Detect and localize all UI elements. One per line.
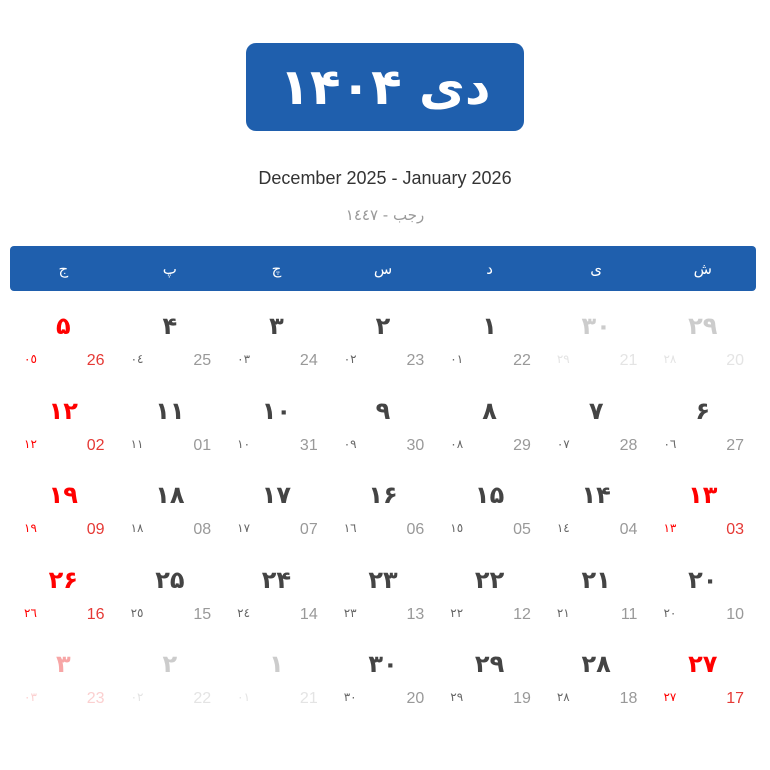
jalali-day: ۱۰ bbox=[261, 396, 292, 425]
day-cell[interactable] bbox=[223, 554, 330, 639]
gregorian-day: 27 bbox=[726, 436, 744, 454]
hijri-day: ٠٢ bbox=[343, 352, 357, 366]
day-cell[interactable] bbox=[649, 385, 756, 470]
gregorian-day: 04 bbox=[619, 521, 638, 538]
jalali-day: ۲۴ bbox=[261, 565, 292, 594]
jalali-day: ۱۹ bbox=[48, 481, 78, 509]
jalali-day: ۳۰ bbox=[368, 650, 398, 678]
day-cell[interactable] bbox=[223, 385, 330, 470]
gregorian-range: December 2025 - January 2026 bbox=[258, 168, 512, 188]
hijri-day: ٢٧ bbox=[663, 690, 677, 704]
jalali-day: ۱۲ bbox=[48, 396, 78, 425]
day-cell[interactable] bbox=[10, 385, 117, 470]
gregorian-day: 23 bbox=[86, 690, 105, 707]
weekday-label: د bbox=[486, 259, 493, 278]
gregorian-day: 08 bbox=[193, 521, 212, 538]
calendar-grid bbox=[10, 300, 756, 723]
day-cell[interactable] bbox=[117, 385, 224, 470]
day-cell[interactable] bbox=[436, 469, 543, 554]
hijri-day: ٢٨ bbox=[556, 690, 570, 704]
gregorian-day: 06 bbox=[406, 521, 425, 538]
jalali-day: ۳ bbox=[55, 650, 71, 678]
day-cell[interactable] bbox=[10, 300, 117, 385]
day-cell[interactable] bbox=[649, 638, 756, 723]
jalali-day: ۵ bbox=[55, 312, 71, 340]
jalali-day: ۲۷ bbox=[688, 650, 718, 678]
gregorian-day: 11 bbox=[620, 605, 638, 623]
hijri-day: ٠٣ bbox=[237, 352, 251, 366]
hijri-day: ١٦ bbox=[343, 521, 357, 535]
day-cell[interactable] bbox=[10, 469, 117, 554]
jalali-day: ۳ bbox=[269, 312, 284, 340]
day-cell[interactable] bbox=[436, 300, 543, 385]
gregorian-day: 09 bbox=[86, 521, 105, 538]
day-cell[interactable] bbox=[117, 638, 224, 723]
jalali-day: ۱۶ bbox=[368, 481, 398, 509]
gregorian-day: 25 bbox=[193, 352, 212, 369]
hijri-day: ٢٠ bbox=[663, 605, 677, 620]
hijri-month: رجب - ١٤٤٧ bbox=[345, 206, 425, 224]
hijri-day: ١٥ bbox=[450, 521, 464, 535]
gregorian-day: 17 bbox=[726, 690, 744, 707]
hijri-day: ٠٤ bbox=[130, 352, 144, 366]
hijri-day: ٢٩ bbox=[556, 352, 570, 366]
hijri-day: ٣٠ bbox=[343, 690, 357, 704]
gregorian-day: 18 bbox=[619, 690, 638, 707]
gregorian-day: 16 bbox=[86, 605, 105, 623]
hijri-day: ١٤ bbox=[556, 521, 570, 535]
gregorian-day: 21 bbox=[619, 352, 638, 369]
jalali-day: ۱۷ bbox=[261, 481, 292, 509]
day-cell[interactable] bbox=[223, 469, 330, 554]
day-cell[interactable] bbox=[436, 554, 543, 639]
jalali-day: ۲۹ bbox=[474, 650, 505, 678]
gregorian-day: 29 bbox=[513, 436, 531, 454]
gregorian-day: 30 bbox=[406, 436, 425, 454]
day-cell[interactable] bbox=[330, 554, 437, 639]
jalali-day: ۱۴ bbox=[581, 481, 611, 509]
day-cell[interactable] bbox=[543, 554, 650, 639]
hijri-day: ١٣ bbox=[663, 521, 677, 535]
hijri-day: ٠١ bbox=[450, 352, 464, 366]
hijri-day: ٠١ bbox=[237, 690, 251, 704]
day-cell[interactable] bbox=[330, 300, 437, 385]
jalali-day: ۲۲ bbox=[474, 565, 505, 594]
gregorian-day: 05 bbox=[513, 521, 531, 538]
weekday-label: ج bbox=[58, 259, 69, 278]
hijri-day: ١٢ bbox=[24, 436, 37, 451]
gregorian-day: 31 bbox=[299, 436, 318, 454]
jalali-day: ۲۹ bbox=[688, 312, 718, 340]
gregorian-day: 15 bbox=[193, 605, 212, 623]
jalali-day: ۱ bbox=[482, 312, 497, 340]
jalali-day: ۶ bbox=[695, 396, 711, 425]
gregorian-day: 22 bbox=[193, 690, 212, 707]
gregorian-day: 02 bbox=[86, 436, 105, 454]
jalali-day: ۲۵ bbox=[155, 565, 185, 594]
hijri-day: ٠٦ bbox=[663, 436, 677, 451]
jalali-day: ۱۱ bbox=[155, 396, 185, 425]
jalali-day: ۳۰ bbox=[581, 312, 611, 340]
gregorian-day: 24 bbox=[299, 352, 318, 369]
hijri-day: ٢٣ bbox=[343, 605, 357, 620]
hijri-day: ٢٨ bbox=[663, 352, 677, 366]
gregorian-day: 20 bbox=[726, 352, 744, 369]
jalali-day: ۴ bbox=[162, 312, 178, 340]
hijri-day: ٢٩ bbox=[450, 690, 464, 704]
jalali-day: ۲۶ bbox=[48, 565, 78, 594]
gregorian-day: 03 bbox=[726, 521, 744, 538]
weekday-label: س bbox=[373, 259, 393, 278]
weekday-label: ش bbox=[693, 259, 712, 278]
hijri-day: ١٨ bbox=[130, 521, 144, 535]
day-cell[interactable] bbox=[543, 469, 650, 554]
day-cell[interactable] bbox=[330, 638, 437, 723]
day-cell[interactable] bbox=[117, 554, 224, 639]
gregorian-day: 21 bbox=[299, 690, 318, 707]
gregorian-day: 13 bbox=[406, 605, 425, 623]
hijri-day: ٠٨ bbox=[450, 436, 464, 451]
gregorian-day: 12 bbox=[513, 605, 531, 623]
jalali-day: ۹ bbox=[375, 396, 391, 425]
day-cell[interactable] bbox=[436, 638, 543, 723]
hijri-day: ١٧ bbox=[237, 521, 251, 535]
gregorian-day: 19 bbox=[513, 690, 531, 707]
weekday-label: ی bbox=[590, 259, 603, 278]
jalali-day: ۱ bbox=[269, 650, 284, 678]
jalali-day: ۲۱ bbox=[581, 565, 611, 594]
jalali-day: ۸ bbox=[482, 396, 497, 425]
gregorian-day: 10 bbox=[726, 605, 744, 623]
hijri-day: ٠٢ bbox=[130, 690, 144, 704]
day-cell[interactable] bbox=[649, 300, 756, 385]
jalali-day: ۲ bbox=[375, 312, 391, 340]
hijri-day: ٠٩ bbox=[343, 436, 357, 451]
hijri-day: ٢٦ bbox=[24, 605, 37, 620]
gregorian-day: 26 bbox=[86, 352, 105, 369]
day-cell[interactable] bbox=[543, 385, 650, 470]
gregorian-day: 22 bbox=[513, 352, 531, 369]
day-cell[interactable] bbox=[649, 554, 756, 639]
day-cell[interactable] bbox=[330, 469, 437, 554]
hijri-day: ٠٥ bbox=[24, 352, 37, 366]
jalali-day: ۱۸ bbox=[155, 481, 185, 509]
gregorian-day: 14 bbox=[299, 605, 318, 623]
jalali-day: ۲۰ bbox=[688, 565, 718, 594]
day-cell[interactable] bbox=[223, 300, 330, 385]
jalali-day: ۷ bbox=[588, 396, 604, 425]
weekday-label: چ bbox=[271, 259, 282, 278]
day-cell[interactable] bbox=[10, 638, 117, 723]
jalali-day: ۲۸ bbox=[581, 650, 611, 678]
day-cell[interactable] bbox=[436, 385, 543, 470]
gregorian-day: 01 bbox=[193, 436, 212, 454]
day-cell[interactable] bbox=[543, 300, 650, 385]
day-cell[interactable] bbox=[223, 638, 330, 723]
hijri-day: ٢٤ bbox=[237, 605, 251, 620]
hijri-day: ٠٧ bbox=[556, 436, 570, 451]
gregorian-day: 07 bbox=[299, 521, 318, 538]
gregorian-day: 23 bbox=[406, 352, 425, 369]
day-cell[interactable] bbox=[649, 469, 756, 554]
jalali-day: ۲ bbox=[162, 650, 178, 678]
hijri-day: ٢١ bbox=[556, 605, 570, 620]
day-cell[interactable] bbox=[117, 469, 224, 554]
weekday-header bbox=[10, 246, 756, 291]
jalali-day: ۱۵ bbox=[474, 481, 505, 509]
jalali-day: ۱۳ bbox=[688, 481, 718, 509]
hijri-day: ٢٥ bbox=[130, 605, 144, 620]
hijri-day: ٠٣ bbox=[24, 690, 37, 704]
hijri-day: ١١ bbox=[130, 436, 144, 451]
hijri-day: ١٠ bbox=[237, 436, 251, 451]
hijri-day: ٢٢ bbox=[450, 605, 464, 620]
weekday-label: پ bbox=[162, 259, 177, 278]
gregorian-day: 28 bbox=[619, 436, 638, 454]
jalali-day: ۲۳ bbox=[368, 565, 398, 594]
day-cell[interactable] bbox=[10, 554, 117, 639]
day-cell[interactable] bbox=[117, 300, 224, 385]
month-title: دی ۱۴۰۴ bbox=[246, 43, 524, 131]
day-cell[interactable] bbox=[330, 385, 437, 470]
day-cell[interactable] bbox=[543, 638, 650, 723]
gregorian-day: 20 bbox=[406, 690, 425, 707]
hijri-day: ١٩ bbox=[24, 521, 37, 535]
